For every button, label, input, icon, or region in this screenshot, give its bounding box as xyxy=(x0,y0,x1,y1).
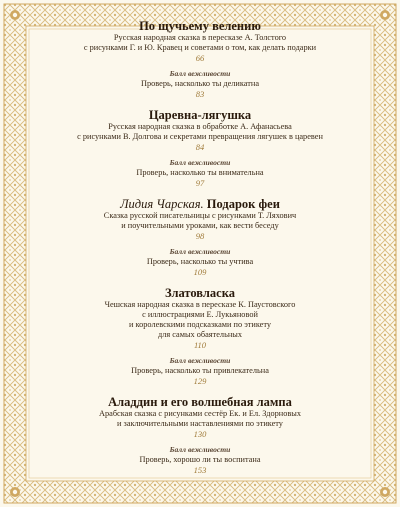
story-description: Чешская народная сказка в пересказе К. Паустовского xyxy=(104,300,296,309)
page-number: 110 xyxy=(193,340,207,350)
toc-entry xyxy=(40,287,360,386)
toc-entry xyxy=(40,109,360,188)
toc-entry xyxy=(40,396,360,475)
story-description: и заключительными наставлениями по этикету xyxy=(117,419,283,428)
page-number: 130 xyxy=(193,429,207,439)
story-description: Сказка русской писательницы с рисунками Т. Ляхович xyxy=(103,211,297,220)
rating-description: Проверь, насколько ты внимательна xyxy=(136,168,264,177)
page-number: 98 xyxy=(195,231,205,241)
toc-entry xyxy=(40,20,360,99)
table-of-contents xyxy=(40,20,360,475)
toc-entry xyxy=(40,198,360,277)
rating-label: Балл вежливости xyxy=(169,69,231,78)
page-number: 153 xyxy=(193,465,207,475)
story-author: Лидия Чарская. xyxy=(120,197,204,211)
story-title: Аладдин и его волшебная лампа xyxy=(108,395,292,409)
page-number: 109 xyxy=(193,267,207,277)
story-description: и королевскими подсказками по этикету xyxy=(128,320,271,329)
story-title: Царевна-лягушка xyxy=(148,108,252,122)
story-description: и поучительными уроками, как вести беседу xyxy=(121,221,279,230)
rating-description: Проверь, насколько ты привлекательна xyxy=(131,366,269,375)
story-title: Златовласка xyxy=(165,286,235,300)
rating-description: Проверь, хорошо ли ты воспитана xyxy=(139,455,261,464)
rating-description: Проверь, насколько ты учтива xyxy=(146,257,254,266)
rating-label: Балл вежливости xyxy=(169,445,231,454)
page-number: 97 xyxy=(195,178,205,188)
page-number: 84 xyxy=(195,142,205,152)
page-number: 83 xyxy=(195,89,205,99)
story-description: с иллюстрациями Е. Лукьяновой xyxy=(142,310,258,319)
story-title: Лидия Чарская. Подарок феи xyxy=(120,197,280,211)
story-description: Арабская сказка с рисунками сестёр Ек. и Ел. Здорновых xyxy=(99,409,301,418)
rating-label: Балл вежливости xyxy=(169,158,231,167)
story-description: с рисунками В. Долгова и секретами превращения лягушек в царевен xyxy=(77,132,323,141)
story-title: По щучьему велению xyxy=(139,19,261,33)
story-description: с рисунками Г. и Ю. Кравец и советами о том, как делать подарки xyxy=(83,43,317,52)
rating-description: Проверь, насколько ты деликатна xyxy=(140,79,259,88)
story-description: Русская народная сказка в пересказе А. Толстого xyxy=(113,33,287,42)
rating-label: Балл вежливости xyxy=(169,356,231,365)
rating-label: Балл вежливости xyxy=(169,247,231,256)
page-number: 66 xyxy=(195,53,205,63)
page-number: 129 xyxy=(193,376,207,386)
story-description: для самых обаятельных xyxy=(157,330,243,339)
story-description: Русская народная сказка в обработке А. Афанасьева xyxy=(108,122,292,131)
